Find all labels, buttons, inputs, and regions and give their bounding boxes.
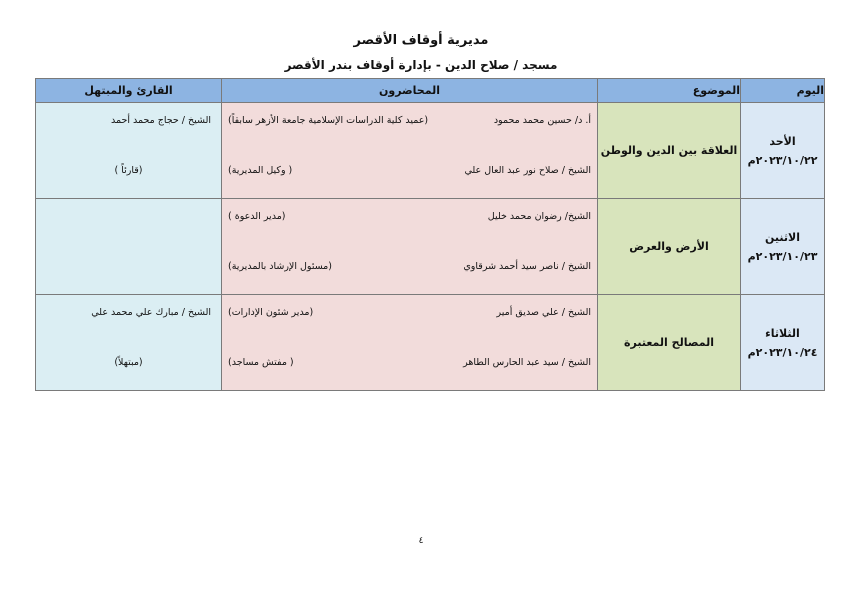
lecturer-name: الشيخ / سيد عبد الحارس الطاهر bbox=[463, 357, 591, 368]
reader-cell bbox=[36, 103, 222, 199]
header-topic: الموضوع bbox=[598, 79, 741, 103]
lecturer-name: الشيخ / علي صديق أمير bbox=[496, 307, 591, 318]
day-name: الثلاثاء bbox=[765, 326, 800, 340]
header-day: اليوم bbox=[741, 79, 825, 103]
page-title: مديرية أوقاف الأقصر bbox=[353, 33, 489, 48]
reader-cell bbox=[36, 295, 222, 391]
day-date: ٢٠٢٣/١٠/٢٣م bbox=[747, 249, 818, 263]
reader-role: (قارئاً ) bbox=[114, 165, 143, 176]
lecturer-role: (مدير شئون الإدارات) bbox=[228, 307, 314, 318]
lecturer-role: (مسئول الإرشاد بالمديرية) bbox=[228, 261, 332, 272]
topic-cell: الأرض والعرض bbox=[598, 199, 741, 295]
lecturer-role: ( وكيل المديرية) bbox=[228, 165, 293, 176]
day-cell bbox=[741, 295, 825, 391]
schedule-table bbox=[35, 78, 825, 391]
day-date: ٢٠٢٣/١٠/٢٤م bbox=[747, 345, 818, 359]
page-number: ٤ bbox=[418, 536, 424, 546]
table-header-row bbox=[36, 79, 825, 103]
day-name: الاثنين bbox=[765, 230, 800, 244]
lecturer-role: ( مفتش مساجد) bbox=[228, 357, 294, 368]
table-row bbox=[36, 103, 825, 199]
lecturers-cell bbox=[222, 103, 598, 199]
table-row bbox=[36, 295, 825, 391]
lecturers-cell bbox=[222, 199, 598, 295]
topic-cell: العلاقة بين الدين والوطن bbox=[598, 103, 741, 199]
day-cell bbox=[741, 103, 825, 199]
header-reader: القارئ والمبتهل bbox=[36, 79, 222, 103]
lecturer-role: (مدير الدعوة ) bbox=[228, 211, 286, 222]
lecturer-name: الشيخ / ناصر سيد أحمد شرقاوي bbox=[463, 261, 591, 272]
lecturer-name: الشيخ/ رضوان محمد خليل bbox=[487, 211, 591, 222]
lecturer-name: الشيخ / صلاح نور عبد العال علي bbox=[464, 165, 591, 176]
page-subtitle: مسجد / صلاح الدين - بإدارة أوقاف بندر الأقصر bbox=[284, 58, 558, 72]
header-lecturers: المحاضرون bbox=[222, 79, 598, 103]
topic-cell: المصالح المعتبرة bbox=[598, 295, 741, 391]
lecturers-cell bbox=[222, 295, 598, 391]
reader-role: (مبتهلاً) bbox=[114, 357, 143, 368]
day-cell bbox=[741, 199, 825, 295]
lecturer-name: أ. د/ حسين محمد محمود bbox=[493, 115, 591, 126]
day-date: ٢٠٢٣/١٠/٢٢م bbox=[747, 153, 818, 167]
day-name: الأحد bbox=[769, 134, 796, 148]
reader-cell bbox=[36, 199, 222, 295]
reader-name: الشيخ / حجاج محمد أحمد bbox=[110, 115, 211, 126]
reader-name: الشيخ / مبارك علي محمد علي bbox=[91, 307, 211, 318]
table-row bbox=[36, 199, 825, 295]
lecturer-role: (عميد كلية الدراسات الإسلامية جامعة الأزهر سابقاً) bbox=[228, 115, 429, 126]
